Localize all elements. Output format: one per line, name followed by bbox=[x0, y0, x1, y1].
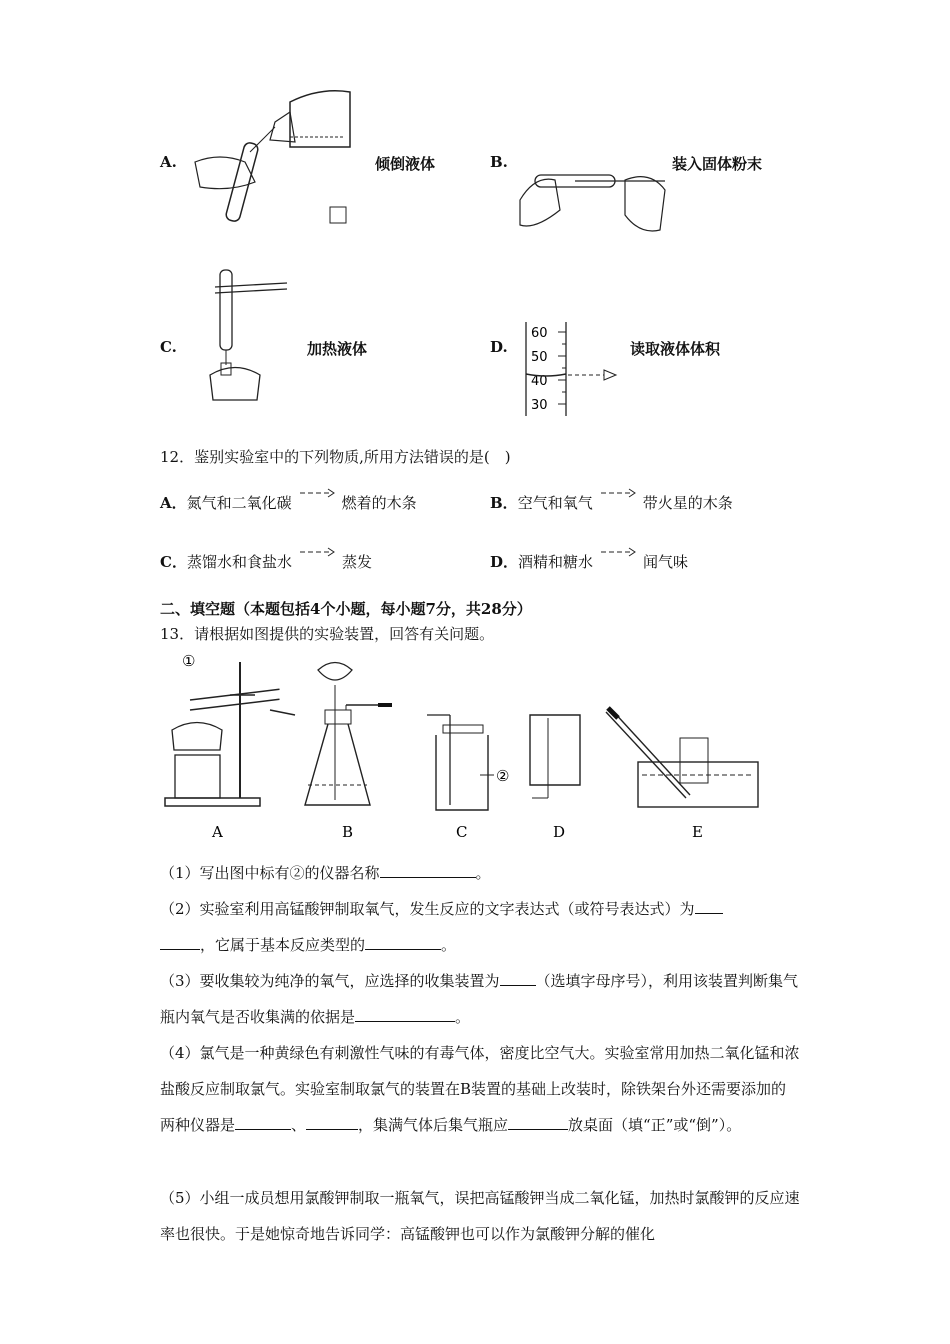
apparatus-e bbox=[606, 708, 758, 807]
q12-option-a-substances: 氮气和二氧化碳 bbox=[186, 494, 292, 512]
answer-blank[interactable] bbox=[695, 899, 723, 914]
q12-option-c-method: 蒸发 bbox=[341, 553, 372, 571]
marker-1: ① bbox=[182, 652, 196, 670]
q12-stem: 12．鉴别实验室中的下列物质,所用方法错误的是( ) bbox=[160, 448, 511, 466]
option-c-letter: C. bbox=[160, 338, 177, 356]
arrow-icon bbox=[599, 553, 637, 567]
q12-option-d-substances: 酒精和糖水 bbox=[518, 553, 594, 571]
q13-part1-end: 。 bbox=[475, 864, 491, 882]
option-d-caption: 读取液体体积 bbox=[630, 340, 721, 358]
marker-2: ② bbox=[496, 767, 510, 785]
q13-part4-mid: ，集满气体后集气瓶应 bbox=[358, 1116, 509, 1134]
option-c-caption: 加热液体 bbox=[307, 340, 368, 358]
q12-option-a-letter: A． bbox=[160, 494, 187, 512]
q13-part4-text: （4）氯气是一种黄绿色有刺激性气味的有毒气体，密度比空气大。实验室常用加热二氧化锰和浓盐酸反应制取氯气。实验室制取氯气的装置在B装置的基础上改装时，除铁架台外还需要添加的两种仪器是 bbox=[160, 1044, 800, 1134]
heating-liquid-figure bbox=[195, 265, 295, 410]
label-a: A bbox=[212, 823, 223, 841]
arrow-icon bbox=[599, 494, 637, 508]
arrow-icon bbox=[298, 494, 336, 508]
option-b-caption: 装入固体粉末 bbox=[672, 155, 763, 173]
apparatus-b bbox=[305, 663, 392, 806]
q13-part5: （5）小组一成员想用氯酸钾制取一瓶氧气，误把高锰酸钾当成二氧化锰，加热时氯酸钾的反应速率也很快。于是她惊奇地告诉同学：高锰酸钾也可以作为氯酸钾分解的催化 bbox=[160, 1189, 800, 1243]
powder-loading-figure bbox=[515, 160, 670, 240]
q12-option-a-method: 燃着的木条 bbox=[341, 494, 417, 512]
q12-option-b-letter: B． bbox=[490, 494, 518, 512]
q13-stem: 13．请根据如图提供的实验装置，回答有关问题。 bbox=[160, 625, 495, 643]
label-e: E bbox=[692, 823, 703, 841]
q13-part4-end: 放桌面（填“正”或“倒”）。 bbox=[568, 1116, 742, 1134]
tick-50: 50 bbox=[531, 350, 548, 365]
tick-40: 40 bbox=[531, 374, 548, 389]
answer-blank[interactable] bbox=[306, 1115, 358, 1130]
option-a-letter: A. bbox=[160, 153, 177, 171]
q13-part2-end: 。 bbox=[441, 936, 457, 954]
q12-option-c bbox=[160, 551, 372, 572]
q13-part2-text: （2）实验室利用高锰酸钾制取氧气，发生反应的文字表达式（或符号表达式）为 bbox=[160, 900, 695, 918]
apparatus-d bbox=[530, 715, 580, 798]
answer-blank[interactable] bbox=[500, 971, 536, 986]
q13-part2-mid: ，它属于基本反应类型的 bbox=[200, 936, 366, 954]
q12-option-d-letter: D． bbox=[490, 553, 519, 571]
q12-option-d bbox=[490, 551, 688, 572]
q12-option-a bbox=[160, 492, 417, 513]
option-d-letter: D. bbox=[490, 338, 508, 356]
apparatus-a bbox=[165, 652, 295, 806]
section-heading: 二、填空题（本题包括4个小题，每小题7分，共28分） bbox=[160, 600, 532, 618]
answer-blank[interactable] bbox=[508, 1115, 568, 1130]
label-b: B bbox=[342, 823, 354, 841]
tick-60: 60 bbox=[531, 326, 548, 341]
q13-part3-mid: （选填字母序号），利用该装置判断集气瓶内氧气是否收集满的依据是 bbox=[160, 972, 799, 1026]
option-b-letter: B. bbox=[490, 153, 508, 171]
pouring-liquid-figure bbox=[190, 82, 365, 232]
arrow-icon bbox=[298, 553, 336, 567]
q13-part1 bbox=[160, 855, 800, 891]
label-c: C bbox=[456, 823, 468, 841]
q13-part4 bbox=[160, 1035, 800, 1143]
graduated-cylinder-figure bbox=[522, 318, 622, 418]
apparatus-figure bbox=[160, 650, 760, 845]
q13-part3-text: （3）要收集较为纯净的氧气，应选择的收集装置为 bbox=[160, 972, 500, 990]
q12-option-c-letter: C． bbox=[160, 553, 187, 571]
answer-blank[interactable] bbox=[355, 1007, 455, 1022]
q13-part3-end: 。 bbox=[455, 1008, 471, 1026]
tick-30: 30 bbox=[531, 398, 548, 413]
label-d: D bbox=[553, 823, 566, 841]
apparatus-c bbox=[427, 715, 509, 810]
q13-part3 bbox=[160, 963, 800, 1035]
q13-part2 bbox=[160, 891, 800, 963]
answer-blank[interactable] bbox=[160, 935, 200, 950]
option-a-caption: 倾倒液体 bbox=[375, 155, 436, 173]
answer-blank[interactable] bbox=[380, 863, 476, 878]
answer-blank[interactable] bbox=[365, 935, 441, 950]
q12-option-b-method: 带火星的木条 bbox=[642, 494, 733, 512]
q13-part1-text: （1）写出图中标有②的仪器名称 bbox=[160, 864, 380, 882]
q12-option-b bbox=[490, 492, 733, 513]
q12-option-d-method: 闻气味 bbox=[643, 553, 689, 571]
q12-option-b-substances: 空气和氧气 bbox=[517, 494, 593, 512]
answer-blank[interactable] bbox=[235, 1115, 291, 1130]
q13-part4-sep: 、 bbox=[291, 1116, 307, 1134]
q12-option-c-substances: 蒸馏水和食盐水 bbox=[186, 553, 292, 571]
